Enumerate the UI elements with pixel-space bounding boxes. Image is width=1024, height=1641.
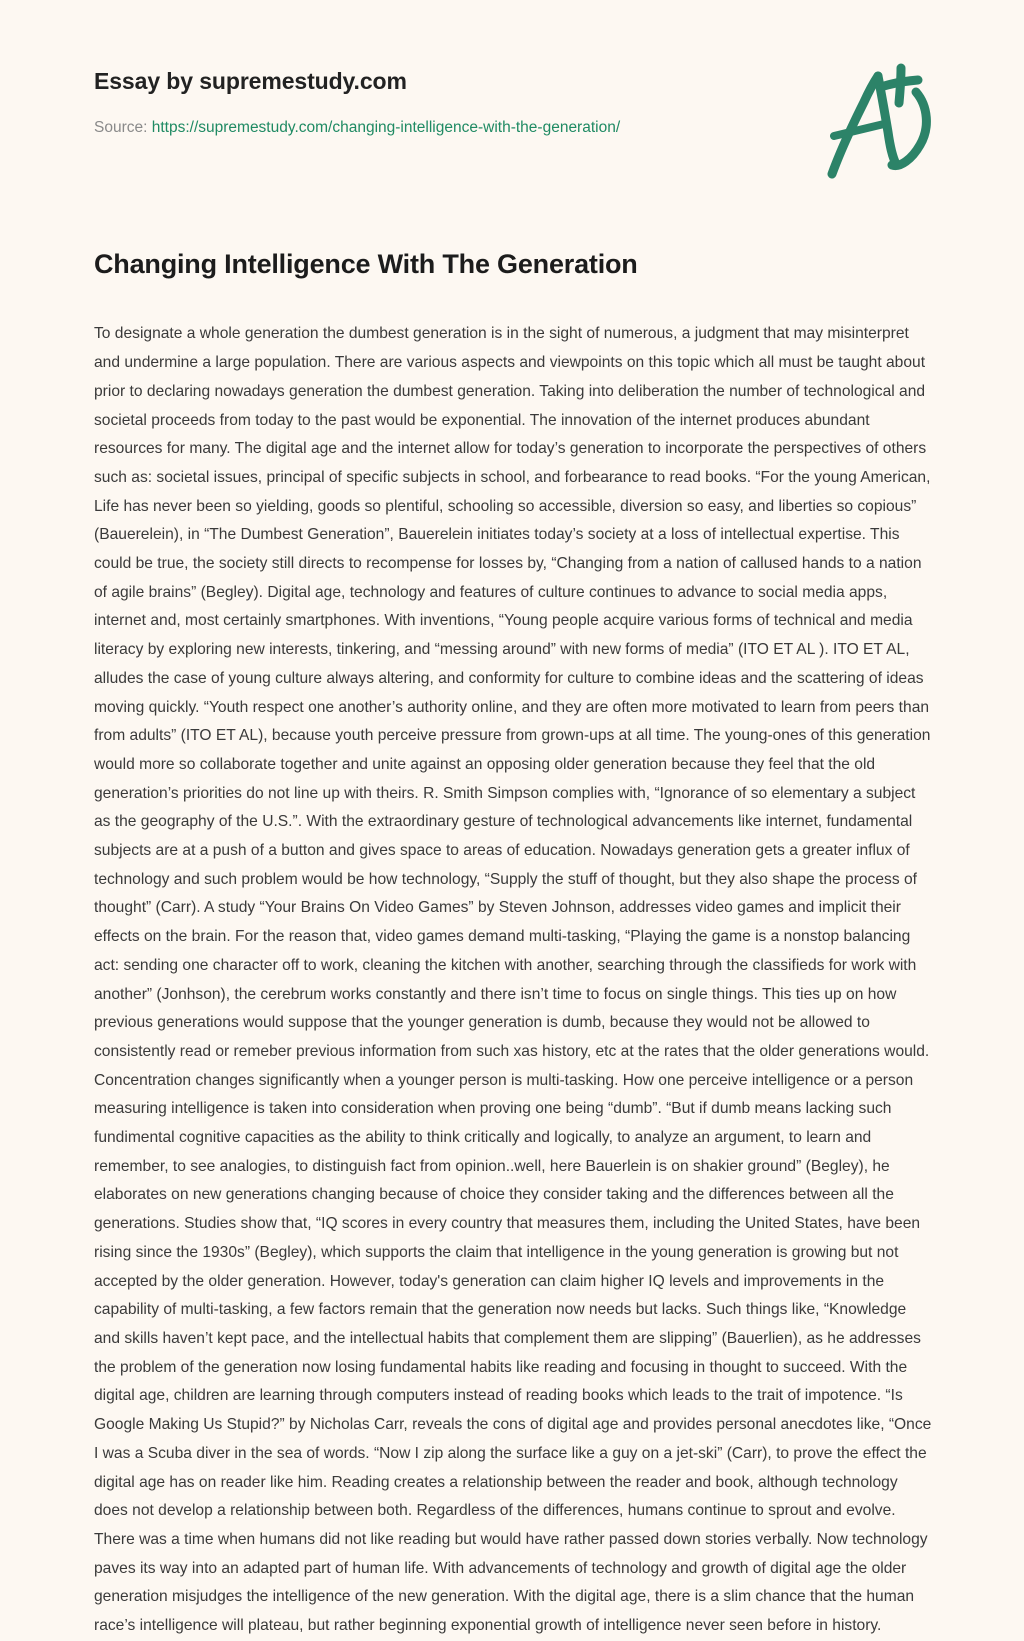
source-url-link[interactable]: https://supremestudy.com/changing-intelligence-with-the-generation/ [151,119,621,136]
brand-label: Essay by supremestudy.com [94,68,407,94]
source-label: Source: [94,119,148,136]
article-container [94,248,932,1641]
a-plus-logo-icon [812,58,944,180]
page-title: Changing Intelligence With The Generation [94,249,638,279]
article-body-text: To designate a whole generation the dumbest generation is in the sight of numerous, a judgment that may misinterpret and undermine a large population. There are various aspects and viewpoints on this topic which all must be taught about prior to declaring nowadays generation the dumbest generation. Taking into deliberation the number of technological and societal proceeds from today to the past would be exponential. The innovation of the internet produces abundant resources for many. The digital age and the internet allow for today’s generation to incorporate the perspectives of others such as: societal issues, principal of specific subjects in school, and forbearance to read books. “For the young American, Life has never been so yielding, goods so plentiful, schooling so accessible, diversion so easy, and liberties so copious” (Bauerelein), in “The Dumbest Generation”, Bauerelein initiates today’s society at a loss of intellectual expertise. This could be true, the society still directs to recompense for losses by, “Changing from a nation of callused hands to a nation of agile brains” (Begley). Digital age, technology and features of culture continues to advance to social media apps, internet and, most certainly smartphones. With inventions, “Young people acquire various forms of technical and media literacy by exploring new interests, tinkering, and “messing around” with new forms of media” (ITO ET AL ). ITO ET AL, alludes the case of young culture always altering, and conformity for culture to combine ideas and the scattering of ideas moving quickly. “Youth respect one another’s authority online, and they are often more motivated to learn from peers than from adults” (ITO ET AL), because youth perceive pressure from grown-ups at all time. The young-ones of this generation would more so collaborate together and unite against an opposing older generation because they feel that the old generation’s priorities do not line up with theirs. R. Smith Simpson complies with, “Ignorance of so elementary a subject as the geography of the U.S.”. With the extraordinary gesture of technological advancements like internet, fundamental subjects are at a push of a button and gives space to areas of education. Nowadays generation gets a greater influx of technology and such problem would be how technology, “Supply the stuff of thought, but they also shape the process of thought” (Carr). A study “Your Brains On Video Games” by Steven Johnson, addresses video games and implicit their effects on the brain. For the reason that, video games demand multi-tasking, “Playing the game is a nonstop balancing act: sending one character off to work, cleaning the kitchen with another, searching through the classifieds for work with another” (Jonhson), the cerebrum works constantly and there isn’t time to focus on single things. This ties up on how previous generations would suppose that the younger generation is dumb, because they would not be allowed to consistently read or remeber previous information from such xas history, etc at the rates that the older generations would. Concentration changes significantly when a younger person is multi-tasking. How one perceive intelligence or a person measuring intelligence is taken into consideration when proving one being “dumb”. “But if dumb means lacking such fundimental cognitive capacities as the ability to think critically and logically, to analyze an argument, to learn and remember, to see analogies, to distinguish fact from opinion..well, here Bauerlein is on shakier ground” (Begley), he elaborates on new generations changing because of choice they consider taking and the differences between all the generations. Studies show that, “IQ scores in every country that measures them, including the United States, have been rising since the 1930s” (Begley), which supports the claim that intelligence in the young generation is growing but not accepted by the older generation. However, today's generation can claim higher IQ levels and improvements in the capability of multi-tasking, a few factors remain that the generation now needs but lacks. Such things like, “Knowledge and skills haven’t kept pace, and the intellectual habits that complement them are slipping” (Bauerlien), as he addresses the problem of the generation now losing fundamental habits like reading and focusing in thought to succeed. With the digital age, children are learning through computers instead of reading books which leads to the trait of impotence. “Is Google Making Us Stupid?” by Nicholas Carr, reveals the cons of digital age and provides personal anecdotes like, “Once I was a Scuba diver in the sea of words. “Now I zip along the surface like a guy on a jet-ski” (Carr), to prove the effect the digital age has on reader like him. Reading creates a relationship between the reader and book, although technology does not develop a relationship between both. Regardless of the differences, humans continue to sprout and evolve. There was a time when humans did not like reading but would have rather passed down stories verbally. Now technology paves its way into an adapted part of human life. With advancements of technology and growth of digital age the older generation misjudges the intelligence of the new generation. With the digital age, there is a slim chance that the human race’s intelligence will plateau, but rather beginning exponential growth of intelligence never seen before in history. [94,325,932,1635]
source-line [94,119,620,137]
page-header [0,0,1024,200]
